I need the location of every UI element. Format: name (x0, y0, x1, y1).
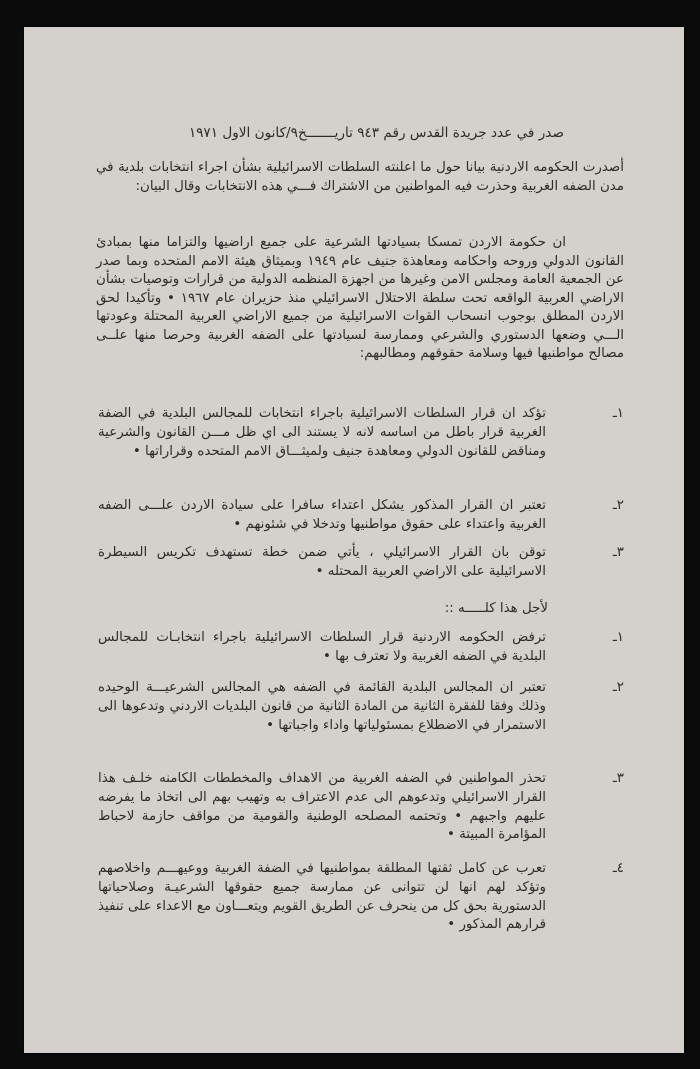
item-text: تعرب عن كامل ثقتها المطلقة بمواطنيها في الضفة الغربية ووعيهـــم واخلاصهم وتؤكد لهم انها لن تتوانى عن ممارسة جميع حقوقها الشرعيـة وصلاحياتها الدستورية بحق كل من ينحرف عن الطريق القويم ويتعـــاون مع الاعداء على تنفيذ قرارهم المذكور • (98, 861, 546, 933)
intro-paragraph: أصدرت الحكومه الاردنية بيانا حول ما اعلنته السلطات الاسرائيلية بشأن اجراء انتخابات بلدية في مدن الضفه الغربية وحذرت فيه المواطنين من الاشتراك فـــي هذه الانتخابات وقال البيان: (96, 160, 624, 194)
item-number: ٤ـ (612, 861, 624, 876)
item-text: تحذر المواطنين في الضفه الغربية من الاهداف والمخططات الكامنه خلـف هذا القرار الاسرائيلي وتدعوهم الى عدم الاعتراف به وتهيب بهم الى اتخاذ ما يفرضه عليهم واجبهم • وتحتمه المصلحه الوطنية والقومية من مواقف حازمة لاحباط المؤامرة المبيتة • (98, 771, 546, 843)
newspaper-source-line: صدر في عدد جريدة القدس رقم ٩٤٣ تاريـــــــخ٩/كانون الاول ١٩٧١ (188, 125, 564, 141)
item-number: ٢ـ (612, 498, 624, 513)
document-body (24, 27, 684, 1053)
preamble-paragraph: ان حكومة الاردن تمسكا بسيادتها الشرعية على جميع اراضيها والتزاما منها بمبادئ القانون الدولي وروحه واحكامه ومعاهذة جنيف عام ١٩٤٩ وبميثاق هيئة الامم المتحده وبما صدر عن الجمعية العامة ومجلس الامن وغيرها من اجهزة المنظمه الدولية من قرارات وتوصيات بشأن الاراضي العربية الواقعه تحت سلطة الاحتلال الاسرائيلي منذ حزيران عام ١٩٦٧ • وتأكيدا لحق الاردن المطلق بوجوب انسحاب القوات الاسرائيلية من جميع الاراضي العربية المحتلة وعودتها الـــي وضعها الدستوري والشرعي وممارسة لسيادتها على الضفه الغربية وحرصا منها علــى مصالح مواطنيها فيها وسلامة حقوقهم ومطالبهم: (96, 235, 624, 361)
item-text: تعتبر ان القرار المذكور يشكل اعتداء سافرا على سيادة الاردن علـــى الضفه الغربية واعتداء على حقوق مواطنيها وتدخلا في شئونهم • (98, 498, 546, 532)
item-number: ٢ـ (612, 680, 624, 695)
item-number: ١ـ (612, 406, 624, 421)
transition-heading: لأجل هذا كلـــــه :: (444, 601, 548, 616)
item-text: تعتبر ان المجالس البلدية القائمة في الضفه هي المجالس الشرعيـــة الوحيده وذلك وفقا للفقرة الثانية من المادة الثانية من قانون البلديات الاردني وتدعوها الى الاستمرار في الاضطلاع بمسئولياتها واداء واجباتها • (98, 680, 546, 733)
item-number: ٣ـ (612, 771, 624, 786)
item-text: توقن بان القرار الاسرائيلي ، يأتي ضمن خطة تستهدف تكريس السيطرة الاسرائيلية على الاراضي العربية المحتله • (98, 545, 546, 579)
item-text: ترفض الحكومه الاردنية قرار السلطات الاسرائيلية باجراء انتخابـات للمجالس البلدية في الضفه الغربية ولا تعترف بها • (98, 630, 546, 664)
item-text: تؤكد ان قرار السلطات الاسرائيلية باجراء انتخابات للمجالس البلدية في الضفة الغربية قرار باطل من اساسه لانه لا يستند الى اي ظل مـــن القانون والشرعية ومناقض للقانون الدولي ومعاهدة جنيف ولميثـــاق الامم المتحده وقراراتها • (98, 406, 546, 459)
document-page (24, 27, 684, 1053)
item-number: ٣ـ (612, 545, 624, 560)
item-number: ١ـ (612, 630, 624, 645)
